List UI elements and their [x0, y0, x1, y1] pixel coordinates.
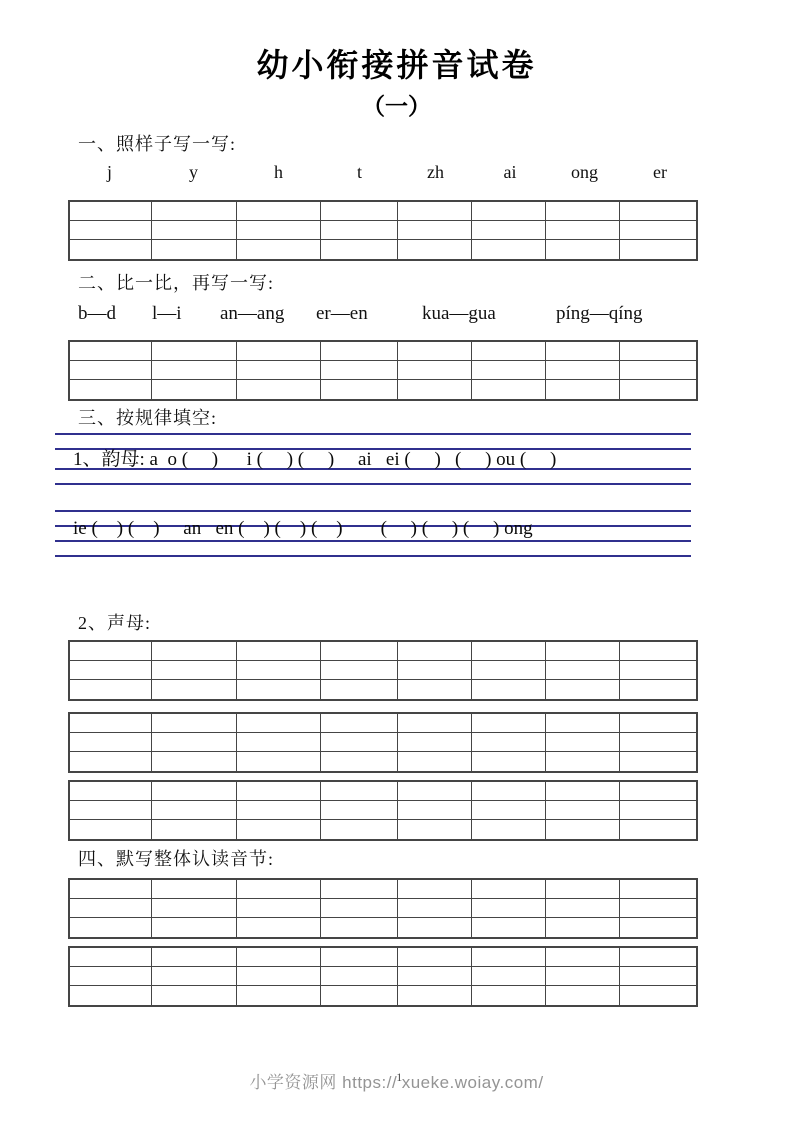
answer-cell — [152, 380, 236, 399]
answer-cell — [620, 967, 696, 986]
answer-cell — [152, 967, 236, 986]
answer-cell — [546, 642, 621, 661]
page-title: 幼小衔接拼音试卷 — [256, 47, 537, 83]
pinyin-pair: kua—gua — [422, 303, 496, 324]
answer-cell — [398, 918, 473, 937]
answer-cell — [620, 380, 696, 399]
answer-cell — [472, 240, 546, 259]
answer-cell — [237, 221, 321, 240]
answer-cell — [546, 986, 621, 1005]
answer-cell — [70, 733, 152, 752]
answer-cell — [472, 801, 546, 820]
fourline-guide-yunmu-2 — [55, 510, 691, 557]
answer-cell — [70, 948, 152, 967]
section3-heading: 三、按规律填空: — [78, 408, 218, 428]
answer-cell — [321, 967, 398, 986]
answer-cell — [472, 342, 546, 361]
answer-cell — [152, 642, 236, 661]
answer-cell — [321, 948, 398, 967]
answer-cell — [70, 240, 152, 259]
answer-cell — [472, 782, 546, 801]
answer-cell — [398, 899, 473, 918]
answer-cell — [321, 733, 398, 752]
answer-cell — [321, 752, 398, 771]
answer-cell — [472, 714, 546, 733]
answer-cell — [70, 221, 152, 240]
answer-cell — [321, 880, 398, 899]
answer-cell — [237, 752, 321, 771]
answer-cell — [620, 801, 696, 820]
answer-cell — [152, 714, 236, 733]
answer-cell — [620, 361, 696, 380]
answer-cell — [620, 782, 696, 801]
answer-cell — [472, 221, 546, 240]
answer-cell — [620, 342, 696, 361]
answer-table-1 — [68, 200, 698, 261]
answer-cell — [237, 342, 321, 361]
pinyin-letter: er — [653, 162, 667, 182]
answer-cell — [546, 240, 621, 259]
answer-cell — [398, 948, 473, 967]
answer-cell — [472, 661, 546, 680]
answer-cell — [152, 342, 236, 361]
answer-cell — [472, 380, 546, 399]
answer-cell — [321, 661, 398, 680]
answer-cell — [546, 680, 621, 699]
answer-cell — [237, 782, 321, 801]
answer-cell — [237, 680, 321, 699]
answer-cell — [70, 680, 152, 699]
answer-cell — [237, 240, 321, 259]
answer-cell — [321, 202, 398, 221]
answer-cell — [152, 782, 236, 801]
pinyin-letter: zh — [427, 162, 444, 182]
answer-table-4 — [68, 712, 698, 773]
answer-cell — [70, 801, 152, 820]
pinyin-pair: er—en — [316, 303, 368, 324]
answer-table-5 — [68, 780, 698, 841]
answer-cell — [321, 801, 398, 820]
answer-cell — [152, 880, 236, 899]
answer-cell — [237, 918, 321, 937]
answer-cell — [70, 752, 152, 771]
answer-cell — [70, 967, 152, 986]
answer-cell — [70, 642, 152, 661]
answer-cell — [620, 820, 696, 839]
footer-watermark — [0, 1068, 793, 1093]
answer-cell — [70, 880, 152, 899]
shengmu-heading: 2、声母: — [78, 613, 152, 633]
answer-cell — [237, 986, 321, 1005]
answer-cell — [472, 202, 546, 221]
answer-cell — [398, 752, 473, 771]
answer-cell — [321, 918, 398, 937]
answer-cell — [70, 899, 152, 918]
answer-cell — [472, 733, 546, 752]
answer-cell — [546, 899, 621, 918]
answer-cell — [546, 380, 621, 399]
answer-cell — [237, 801, 321, 820]
watermark-text-suffix: xueke.woiay.com/ — [401, 1073, 544, 1092]
answer-cell — [237, 880, 321, 899]
answer-cell — [237, 899, 321, 918]
answer-cell — [70, 986, 152, 1005]
watermark-text-prefix: 小学资源网 https:// — [249, 1073, 398, 1092]
answer-cell — [70, 380, 152, 399]
answer-table-7 — [68, 946, 698, 1007]
answer-cell — [321, 221, 398, 240]
answer-table-6 — [68, 878, 698, 939]
answer-cell — [546, 342, 621, 361]
answer-cell — [546, 202, 621, 221]
answer-cell — [237, 967, 321, 986]
answer-cell — [546, 918, 621, 937]
guide-line — [55, 510, 691, 512]
pinyin-letter: t — [356, 162, 362, 182]
guide-line — [55, 555, 691, 557]
answer-cell — [321, 899, 398, 918]
answer-cell — [472, 361, 546, 380]
answer-cell — [70, 820, 152, 839]
answer-cell — [398, 820, 473, 839]
answer-cell — [70, 342, 152, 361]
answer-cell — [70, 782, 152, 801]
answer-cell — [620, 899, 696, 918]
answer-cell — [398, 661, 473, 680]
pinyin-pair: b—d — [78, 303, 116, 324]
guide-line — [55, 433, 691, 435]
answer-cell — [620, 918, 696, 937]
answer-cell — [472, 820, 546, 839]
answer-cell — [321, 986, 398, 1005]
answer-cell — [620, 221, 696, 240]
answer-cell — [398, 202, 473, 221]
answer-cell — [70, 361, 152, 380]
answer-cell — [546, 782, 621, 801]
answer-cell — [237, 948, 321, 967]
answer-cell — [620, 733, 696, 752]
answer-cell — [398, 801, 473, 820]
answer-cell — [398, 361, 473, 380]
answer-cell — [237, 642, 321, 661]
pinyin-letter: ong — [571, 162, 598, 182]
answer-cell — [620, 642, 696, 661]
answer-cell — [398, 782, 473, 801]
answer-cell — [321, 380, 398, 399]
yunmu-fill-line-2: ie ( ) ( ) an en ( ) ( ) ( ) ( ) ( ) ( ) ong — [73, 518, 533, 539]
answer-cell — [237, 820, 321, 839]
answer-cell — [472, 752, 546, 771]
answer-cell — [546, 221, 621, 240]
pinyin-letter: h — [274, 162, 283, 182]
answer-cell — [152, 202, 236, 221]
answer-cell — [152, 733, 236, 752]
answer-cell — [398, 221, 473, 240]
answer-cell — [237, 361, 321, 380]
answer-cell — [620, 661, 696, 680]
answer-cell — [546, 948, 621, 967]
answer-cell — [620, 714, 696, 733]
answer-cell — [398, 733, 473, 752]
answer-cell — [398, 342, 473, 361]
pinyin-pair: an—ang — [220, 303, 285, 324]
answer-cell — [398, 986, 473, 1005]
example-letters-row — [68, 162, 698, 183]
answer-cell — [152, 752, 236, 771]
answer-cell — [472, 642, 546, 661]
answer-cell — [321, 240, 398, 259]
answer-cell — [70, 918, 152, 937]
answer-cell — [237, 380, 321, 399]
answer-table-2 — [68, 340, 698, 401]
answer-cell — [472, 880, 546, 899]
answer-cell — [152, 361, 236, 380]
pinyin-pair: píng—qíng — [556, 303, 643, 324]
answer-cell — [620, 680, 696, 699]
answer-cell — [70, 661, 152, 680]
answer-cell — [472, 680, 546, 699]
answer-cell — [620, 986, 696, 1005]
answer-cell — [546, 361, 621, 380]
answer-cell — [152, 820, 236, 839]
answer-cell — [237, 733, 321, 752]
answer-cell — [321, 820, 398, 839]
answer-cell — [152, 918, 236, 937]
answer-cell — [472, 967, 546, 986]
answer-cell — [398, 714, 473, 733]
answer-cell — [152, 680, 236, 699]
guide-line — [55, 540, 691, 542]
answer-cell — [237, 714, 321, 733]
section2-heading: 二、比一比，再写一写: — [78, 273, 274, 293]
answer-cell — [321, 642, 398, 661]
answer-cell — [546, 733, 621, 752]
answer-cell — [321, 342, 398, 361]
answer-cell — [152, 240, 236, 259]
answer-cell — [546, 752, 621, 771]
answer-cell — [70, 714, 152, 733]
fourline-guide-yunmu-1 — [55, 433, 691, 485]
answer-cell — [546, 880, 621, 899]
answer-cell — [620, 202, 696, 221]
answer-cell — [620, 948, 696, 967]
answer-cell — [472, 948, 546, 967]
answer-cell — [152, 986, 236, 1005]
pinyin-letter: ai — [503, 162, 517, 182]
compare-pairs-row — [0, 303, 793, 329]
answer-cell — [398, 967, 473, 986]
answer-cell — [620, 240, 696, 259]
section1-heading: 一、照样子写一写: — [78, 134, 237, 154]
pinyin-letter: j — [106, 162, 112, 182]
guide-line — [55, 483, 691, 485]
answer-cell — [321, 361, 398, 380]
answer-cell — [472, 918, 546, 937]
page-number: 1 — [396, 1070, 403, 1084]
answer-cell — [152, 801, 236, 820]
answer-cell — [152, 948, 236, 967]
answer-cell — [546, 661, 621, 680]
answer-cell — [398, 642, 473, 661]
answer-cell — [152, 661, 236, 680]
answer-cell — [321, 714, 398, 733]
answer-cell — [398, 680, 473, 699]
answer-cell — [546, 714, 621, 733]
answer-cell — [321, 680, 398, 699]
answer-cell — [237, 202, 321, 221]
answer-cell — [398, 240, 473, 259]
answer-cell — [152, 221, 236, 240]
page-subtitle: （一） — [362, 94, 431, 119]
answer-cell — [398, 380, 473, 399]
answer-cell — [321, 782, 398, 801]
section4-heading: 四、默写整体认读音节: — [78, 849, 274, 869]
answer-cell — [546, 967, 621, 986]
answer-cell — [70, 202, 152, 221]
answer-cell — [620, 880, 696, 899]
pinyin-letter: y — [189, 162, 198, 182]
answer-cell — [152, 899, 236, 918]
yunmu-fill-line-1: 1、韵母: a o ( ) i ( ) ( ) ai ei ( ) ( ) ou ( ) — [73, 449, 557, 470]
answer-cell — [620, 752, 696, 771]
answer-cell — [546, 820, 621, 839]
answer-cell — [472, 899, 546, 918]
answer-cell — [237, 661, 321, 680]
answer-table-3 — [68, 640, 698, 701]
answer-cell — [546, 801, 621, 820]
answer-cell — [472, 986, 546, 1005]
answer-cell — [398, 880, 473, 899]
pinyin-pair: l—i — [152, 303, 182, 324]
